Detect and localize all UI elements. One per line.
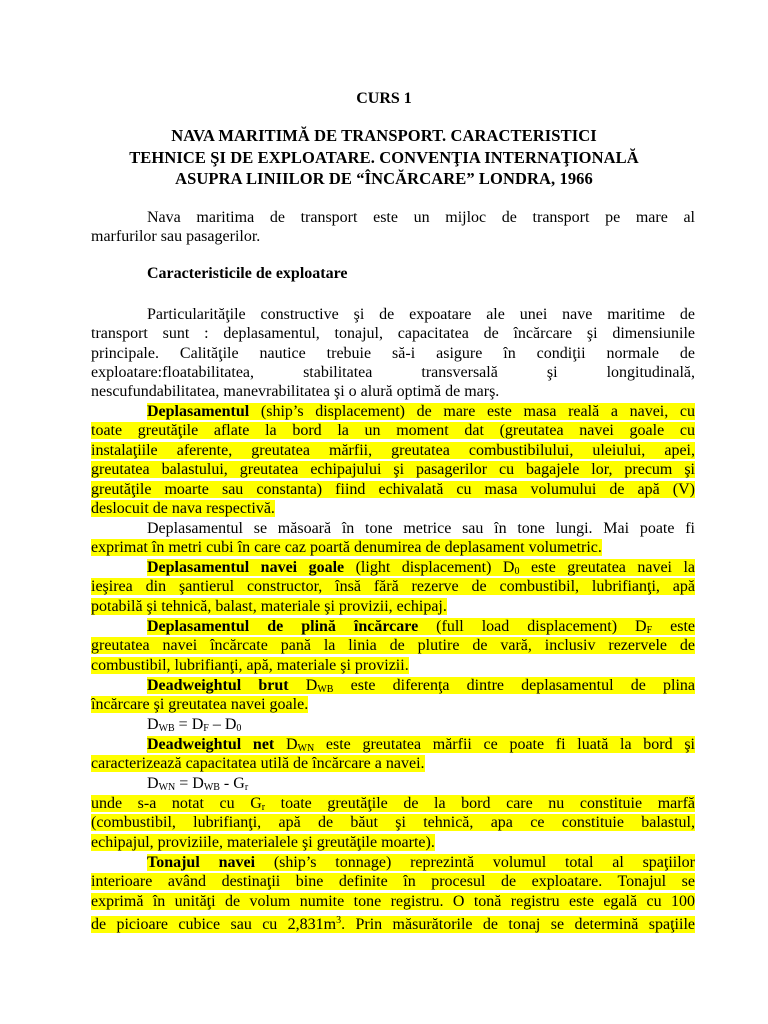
displacement-text: toate greutăţile aflate la bord la un moment dat (greutatea navei goale cu bbox=[91, 422, 695, 439]
deadweight-net-text: caracterizează capacitatea utilă de încărcare a navei. bbox=[91, 755, 425, 772]
displacement-term: Deplasamentul bbox=[147, 403, 250, 420]
unde-text: toate greutăţile de la bord care nu constituie marfă bbox=[265, 795, 695, 812]
superscript: 3 bbox=[336, 915, 342, 926]
light-displacement-text: este greutatea navei la bbox=[519, 559, 696, 576]
heading-line-1: NAVA MARITIMĂ DE TRANSPORT. CARACTERISTICI bbox=[171, 126, 597, 145]
subscript: WN bbox=[158, 782, 176, 793]
full-load-text: greutatea navei încărcate pană la linia de plutire de vară, inclusiv rezervele de bbox=[91, 637, 695, 654]
p1-line-2: transport sunt : deplasamentul, tonajul, capacitatea de încărcare şi dimensiunile bbox=[91, 325, 695, 342]
subscript: WB bbox=[317, 684, 334, 695]
displacement-text: deslocuit de nava respectivă. bbox=[91, 500, 275, 517]
displacement-line-6 bbox=[91, 499, 695, 518]
p1-line-1: Particularităţile constructive şi de expoatare ale unei nave maritime de bbox=[147, 306, 695, 323]
course-title: CURS 1 bbox=[356, 90, 412, 107]
intro-line-2: marfurilor sau pasagerilor. bbox=[91, 228, 261, 245]
displacement-text: instalaţiile aferente, greutatea mărfii, greutatea combustibilului, uleiului, apei, bbox=[91, 442, 695, 459]
subscript: r bbox=[244, 782, 249, 793]
tonnage-line-1 bbox=[147, 853, 695, 872]
unde-text: (combustibil, lubrifianţi, apă de băut şi tehnică, apa ce constituie balastul, bbox=[91, 814, 695, 831]
unde-text: unde s-a notat cu G bbox=[91, 795, 262, 812]
tonnage-line-3 bbox=[91, 892, 695, 911]
tonnage-text: exprimă în unităţi de volum numite tone registru. O tonă registru este egală cu 100 bbox=[91, 893, 695, 910]
light-displacement-text: potabilă şi tehnică, balast, materiale şi provizii, echipaj. bbox=[91, 598, 447, 615]
formula-part: = D bbox=[174, 716, 204, 733]
unde-line-3 bbox=[91, 833, 695, 852]
full-load-term: Deplasamentul de plină încărcare bbox=[147, 618, 419, 635]
displacement-text: greutăţile moarte sau constanta) fiind echivalată cu masa volumului de apă (V) bbox=[91, 481, 695, 498]
formula-part: - G bbox=[219, 775, 245, 792]
tonnage-text: de picioare cubice sau cu 2,831m bbox=[91, 916, 337, 933]
displacement-text: greutatea balastului, greutatea echipajului şi pasagerilor cu bagajele lor, precum şi bbox=[91, 461, 695, 478]
full-load-line-3 bbox=[91, 656, 695, 675]
formula-part: D bbox=[147, 716, 159, 733]
deadweight-net-line-2 bbox=[91, 754, 695, 773]
measure-text: exprimat în metri cubi în care caz poartă denumirea de deplasament volumetric. bbox=[91, 539, 602, 556]
p1-line-4: exploatare:floatabilitatea, stabilitatea transversală şi longitudinală, bbox=[91, 364, 695, 381]
formula-part: = D bbox=[175, 775, 204, 792]
formula-part: D bbox=[147, 775, 159, 792]
displacement-line-5 bbox=[91, 480, 695, 499]
deadweight-net-text: este greutatea mărfii ce poate fi luată la bord şi bbox=[314, 736, 695, 753]
displacement-line-3 bbox=[91, 441, 695, 460]
symbol: D bbox=[274, 736, 298, 753]
subscript: F bbox=[203, 723, 209, 734]
tonnage-line-2 bbox=[91, 872, 695, 891]
tonnage-text: interioare având destinaţii bine definite în procesul de exploatare. Tonajul se bbox=[91, 873, 695, 890]
symbol: D bbox=[288, 677, 318, 694]
full-load-text: (full load displacement) D bbox=[418, 618, 647, 635]
measure-line-1: Deplasamentul se măsoară în tone metrice sau în tone lungi. Mai poate fi bbox=[147, 520, 695, 537]
deadweight-brut-text: este diferenţa dintre deplasamentul de plina bbox=[333, 677, 695, 694]
subscript: WN bbox=[297, 743, 315, 754]
light-displacement-line-2 bbox=[91, 577, 695, 596]
deadweight-net-term: Deadweightul net bbox=[147, 736, 275, 753]
full-load-text: este bbox=[652, 618, 696, 635]
light-displacement-term: Deplasamentul navei goale bbox=[147, 559, 345, 576]
measure-line-2 bbox=[91, 538, 695, 557]
subscript: 0 bbox=[514, 566, 520, 577]
heading-line-3: ASUPRA LINIILOR DE “ÎNCĂRCARE” LONDRA, 1966 bbox=[175, 169, 593, 188]
tonnage-text: (ship’s tonnage) reprezintă volumul total al spaţiilor bbox=[255, 854, 696, 871]
displacement-line-2 bbox=[91, 421, 695, 440]
formula-part: – D bbox=[208, 716, 237, 733]
displacement-line-1 bbox=[147, 402, 695, 421]
tonnage-term: Tonajul navei bbox=[147, 854, 256, 871]
tonnage-line-4 bbox=[91, 911, 695, 934]
unde-line-2 bbox=[91, 813, 695, 832]
subscript: WB bbox=[158, 723, 175, 734]
light-displacement-line-3 bbox=[91, 597, 695, 616]
subscript: r bbox=[261, 802, 266, 813]
deadweight-brut-line-2 bbox=[91, 695, 695, 714]
tonnage-text: . Prin măsurătorile de tonaj se determină spaţiile bbox=[341, 916, 695, 933]
displacement-text: (ship’s displacement) de mare este masa reală a navei, cu bbox=[249, 403, 695, 420]
section-title: Caracteristicile de exploatare bbox=[147, 265, 348, 282]
intro-line-1: Nava maritima de transport este un mijloc de transport pe mare al bbox=[147, 209, 695, 226]
unde-text: echipajul, proviziile, materialele şi greutăţile moarte). bbox=[91, 834, 435, 851]
light-displacement-text: (light displacement) D bbox=[344, 559, 515, 576]
p1-line-5: nescufundabilitatea, manevrabilitatea şi o alură optimă de marş. bbox=[91, 383, 500, 400]
heading-line-2: TEHNICE ŞI DE EXPLOATARE. CONVENŢIA INTERNAŢIONALĂ bbox=[129, 148, 639, 167]
deadweight-brut-text: încărcare şi greutatea navei goale. bbox=[91, 696, 309, 713]
subscript: F bbox=[646, 625, 653, 636]
subscript: 0 bbox=[236, 723, 242, 734]
light-displacement-text: ieşirea din şantierul constructor, însă fără rezerve de combustibil, lubrifianţi, apă bbox=[91, 578, 695, 595]
full-load-line-2 bbox=[91, 636, 695, 655]
displacement-line-4 bbox=[91, 460, 695, 479]
deadweight-brut-term: Deadweightul brut bbox=[147, 677, 289, 694]
subscript: WB bbox=[203, 782, 220, 793]
full-load-text: combustibil, lubrifianţi, apă, materiale şi provizii. bbox=[91, 657, 409, 674]
p1-line-3: principale. Calităţile nautice trebuie să-i asigure în condiţii normale de bbox=[91, 345, 695, 362]
